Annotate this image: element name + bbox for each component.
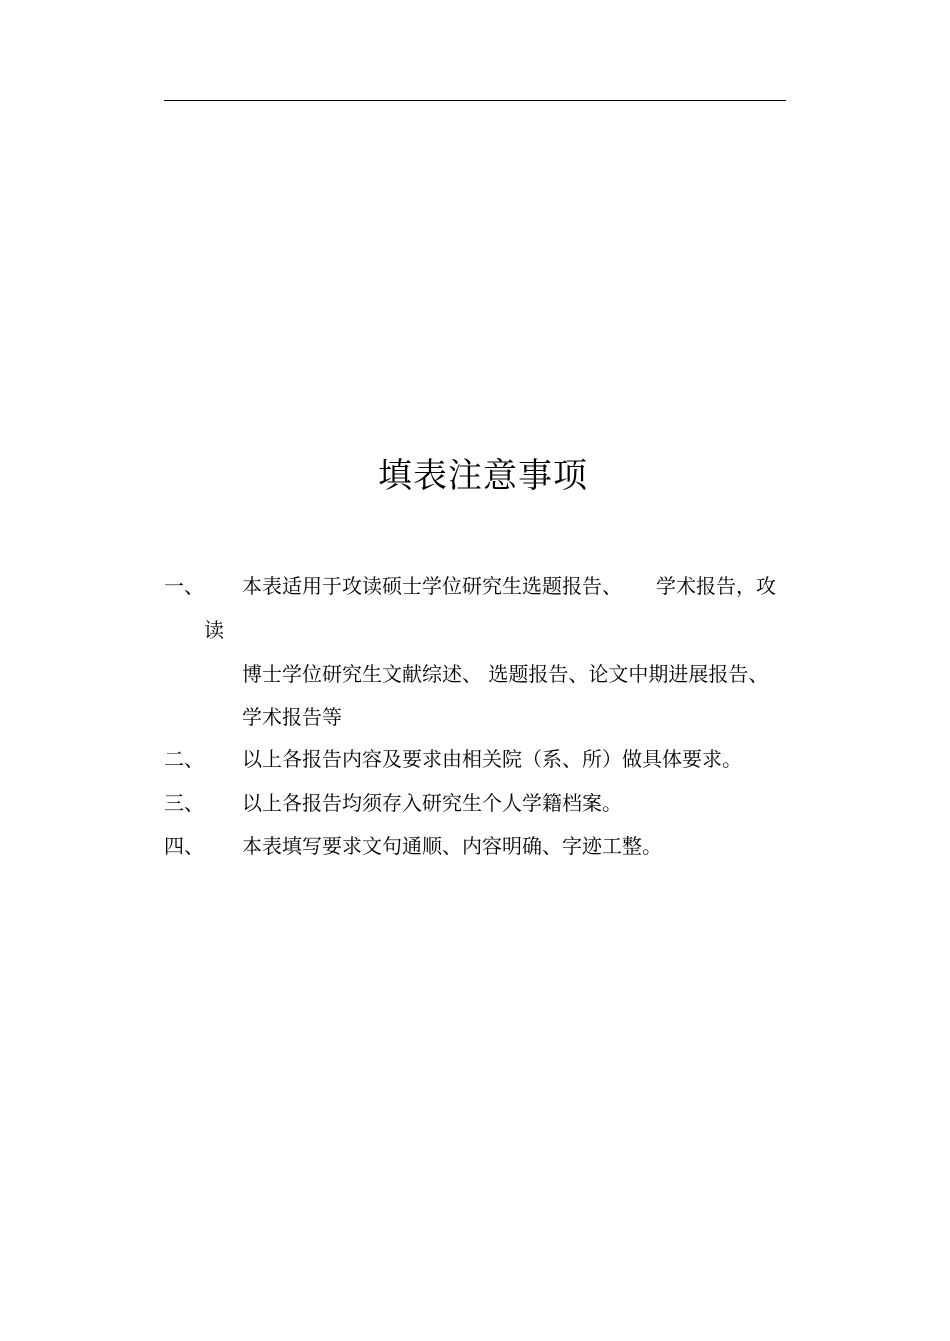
item-4-number: 四、: [164, 834, 204, 858]
item-1-text-line2: 博士学位研究生文献综述、 选题报告、论文中期进展报告、: [242, 662, 769, 686]
item-2-text: 以上各报告内容及要求由相关院（系、所）做具体要求。: [242, 747, 742, 771]
item-1-text-line3: 学术报告等: [242, 705, 342, 729]
item-1-text-b: 学术报告，攻: [656, 574, 776, 598]
item-4-text: 本表填写要求文句通顺、内容明确、字迹工整。: [242, 834, 662, 858]
item-3-text: 以上各报告均须存入研究生个人学籍档案。: [242, 791, 622, 815]
item-1-number: 一、: [164, 574, 204, 598]
item-2-number: 二、: [164, 747, 204, 771]
item-1-text-a: 本表适用于攻读硕士学位研究生选题报告、: [242, 574, 622, 598]
header-rule: [164, 100, 786, 101]
item-1-text-wrap: 读: [204, 618, 224, 642]
item-3-number: 三、: [164, 791, 204, 815]
page-title: 填表注意事项: [378, 456, 588, 496]
